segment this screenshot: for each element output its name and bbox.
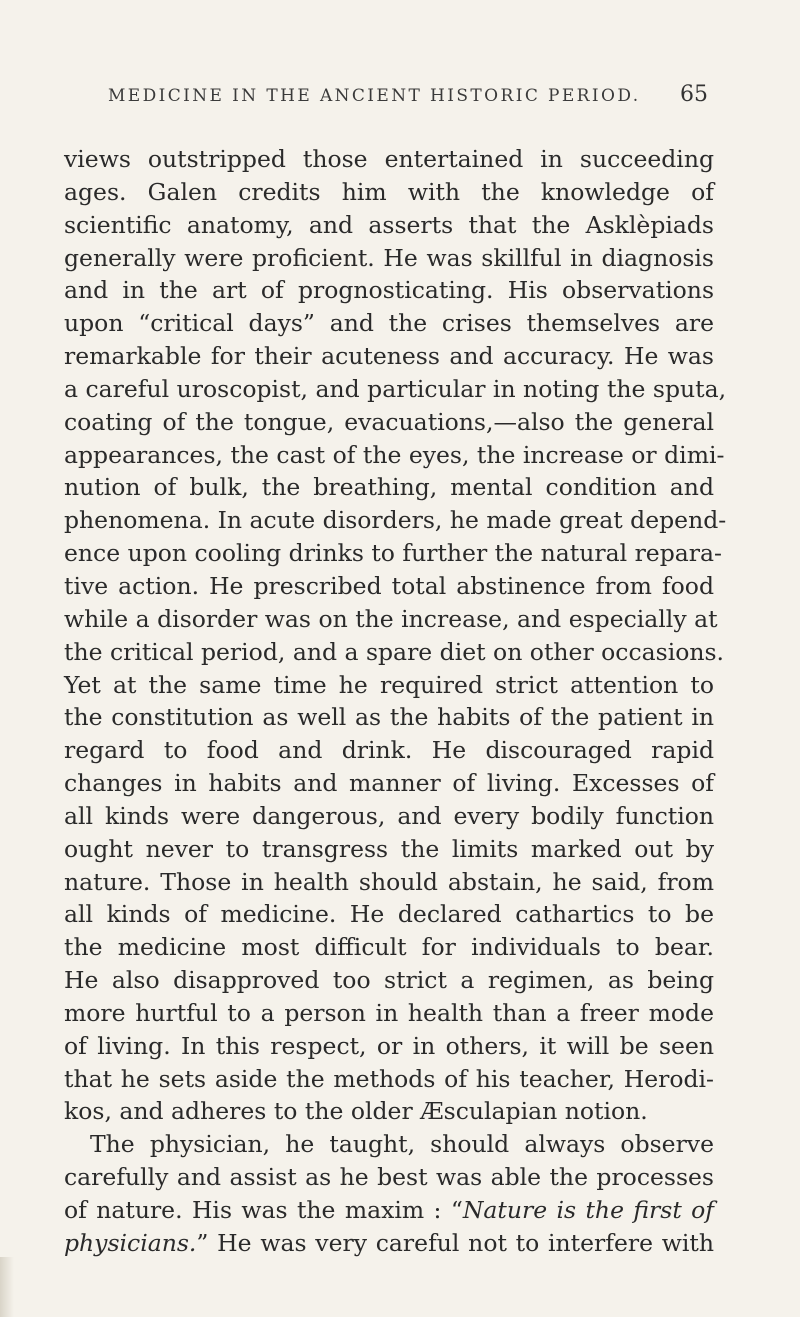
text-line: all kinds were dangerous, and every bodily function — [64, 801, 714, 830]
text-line: ence upon cooling drinks to further the natural repara- — [64, 539, 722, 568]
text-line: phenomena. In acute disorders, he made great depend- — [64, 506, 727, 535]
text-line: and in the art of prognosticating. His observations — [64, 276, 714, 305]
text-line: tive action. He prescribed total abstinence from food — [64, 571, 714, 600]
body-text — [64, 143, 727, 1260]
text-line: regard to food and drink. He discouraged rapid — [64, 736, 714, 765]
text-line: ages. Galen credits him with the knowledge of — [64, 177, 714, 206]
text-line: generally were proficient. He was skillful in diagnosis — [64, 243, 714, 272]
running-title: MEDICINE IN THE ANCIENT HISTORIC PERIOD. — [108, 86, 641, 106]
text-line: kos, and adheres to the older Æsculapian notion. — [64, 1097, 648, 1126]
text-line: The physician, he taught, should always observe — [90, 1130, 714, 1159]
maxim-lead-in: of nature. His was the maxim : “ — [64, 1196, 463, 1224]
text-line: more hurtful to a person in health than a freer mode — [64, 998, 714, 1027]
text-line: of living. In this respect, or in others, it will be seen — [64, 1031, 714, 1060]
text-line: changes in habits and manner of living. Excesses of — [64, 769, 714, 798]
text-line: upon “critical days” and the crises themselves are — [64, 309, 714, 338]
running-head — [108, 82, 708, 112]
text-line: appearances, the cast of the eyes, the increase or dimi- — [64, 440, 725, 469]
text-line: the medicine most difficult for individuals to bear. — [64, 933, 714, 962]
text-line: a careful uroscopist, and particular in noting the sputa, — [64, 374, 727, 403]
text-line: while a disorder was on the increase, and especially at — [64, 604, 718, 633]
text-line: ought never to transgress the limits marked out by — [64, 834, 714, 863]
text-line: nution of bulk, the breathing, mental condition and — [64, 473, 714, 502]
maxim-italic-part1: Nature is the first of — [462, 1196, 714, 1224]
text-line-maxim-end — [64, 1227, 714, 1260]
text-line: views outstripped those entertained in succeeding — [64, 145, 714, 173]
text-line: all kinds of medicine. He declared cathartics to be — [64, 900, 714, 929]
maxim-italic-part2: physicians. — [64, 1228, 197, 1257]
text-line: the constitution as well as the habits of the patient in — [64, 703, 714, 732]
text-line: Yet at the same time he required strict attention to — [64, 670, 714, 699]
text-line-maxim — [64, 1194, 714, 1227]
text-line: coating of the tongue, evacuations,—also the general — [64, 407, 714, 436]
text-line: nature. Those in health should abstain, he said, from — [64, 867, 714, 896]
text-line: He also disapproved too strict a regimen, as being — [64, 966, 714, 995]
page-edge-shadow — [0, 1257, 14, 1317]
text-line: remarkable for their acuteness and accuracy. He was — [64, 342, 714, 371]
text-line: the critical period, and a spare diet on other occasions. — [64, 637, 725, 666]
text-line: that he sets aside the methods of his teacher, Herodi- — [64, 1064, 714, 1093]
page-number: 65 — [680, 82, 708, 107]
text-line: carefully and assist as he best was able the processes — [64, 1163, 714, 1192]
text-line: scientific anatomy, and asserts that the Asklèpiads — [64, 210, 714, 239]
maxim-continuation: ” He was very careful not to interfere with — [196, 1228, 714, 1257]
